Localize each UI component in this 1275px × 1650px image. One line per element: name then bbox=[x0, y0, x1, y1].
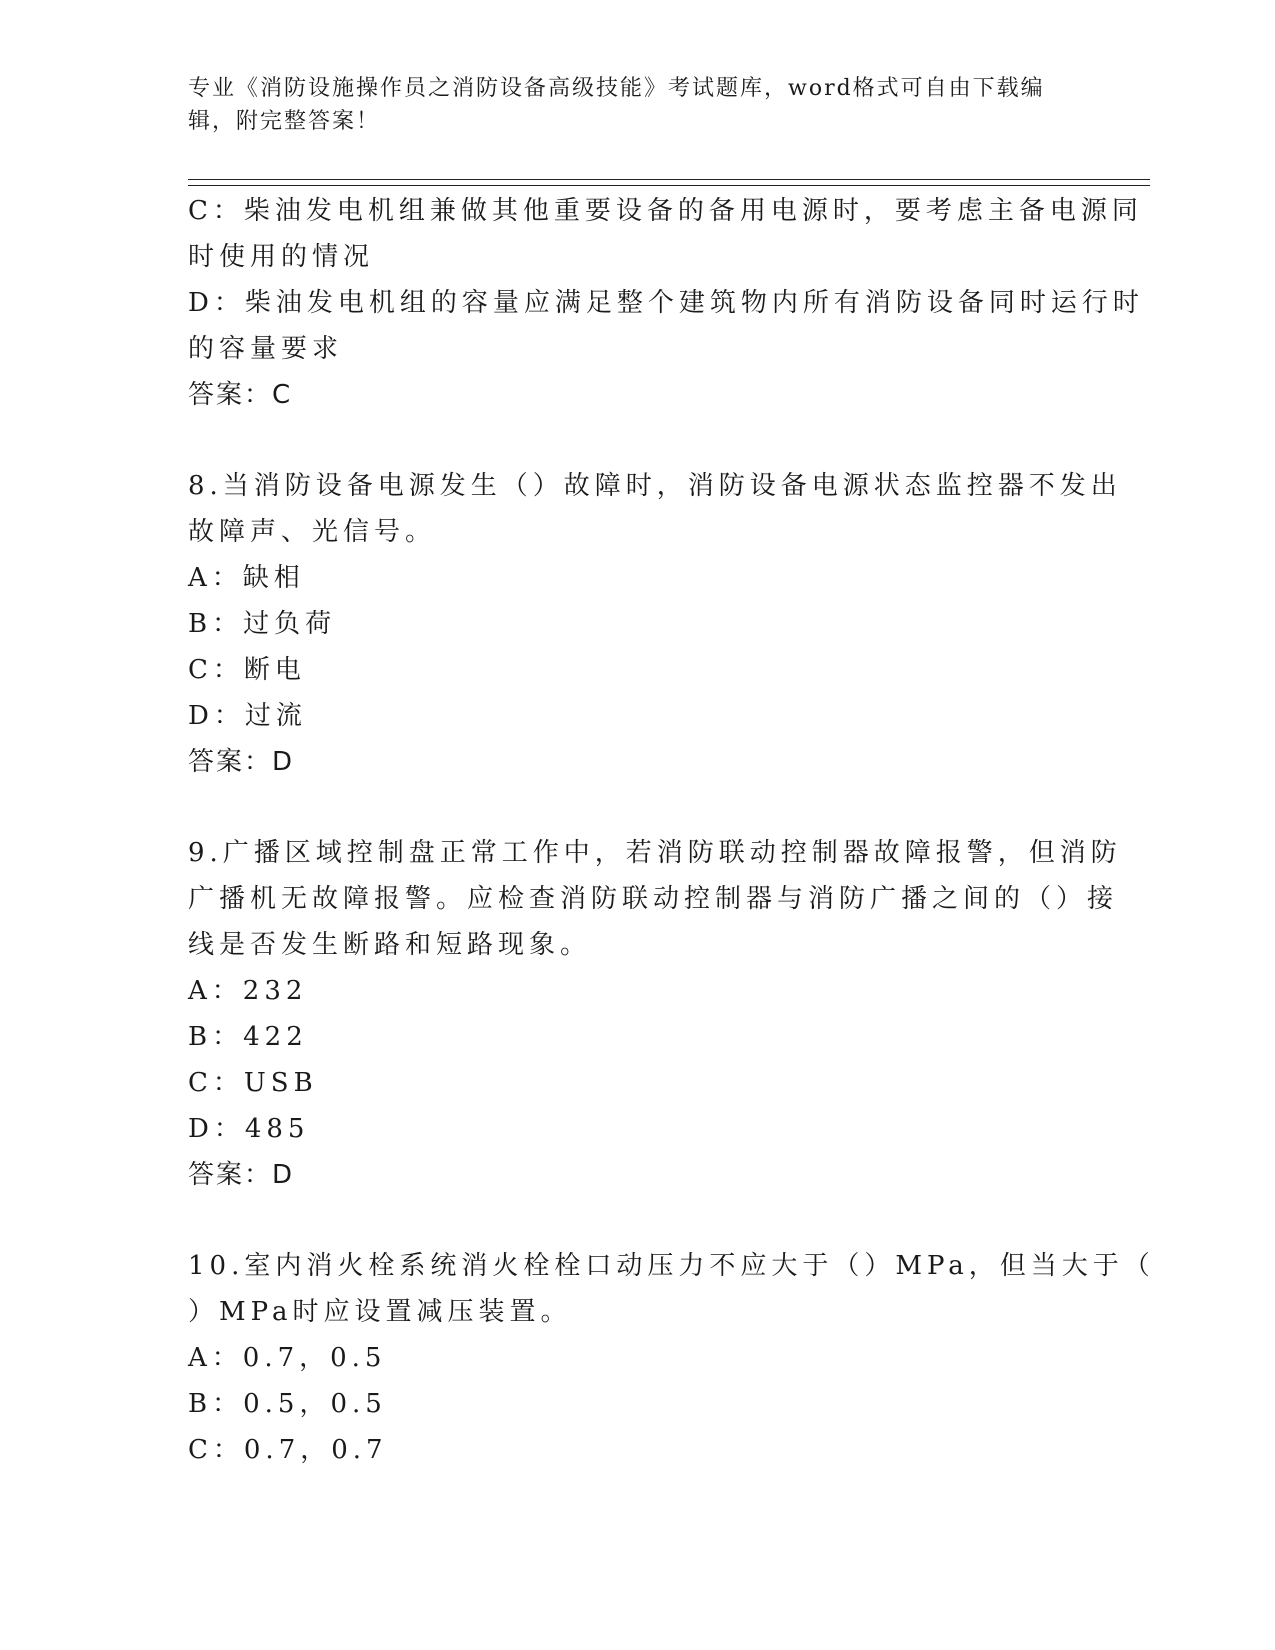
question-stem-line-1: 8.当消防设备电源发生（）故障时，消防设备电源状态监控器不发出 bbox=[188, 471, 1122, 501]
answer-label: 答案：D bbox=[188, 747, 295, 777]
option-b: B：0.5，0.5 bbox=[188, 1389, 387, 1419]
option-b: B：422 bbox=[188, 1022, 308, 1052]
question-spacer bbox=[188, 418, 1068, 463]
option-b: B：过负荷 bbox=[188, 609, 337, 639]
option-c-line-1: C：柴油发电机组兼做其他重要设备的备用电源时，要考虑主备电源同 bbox=[188, 196, 1143, 226]
option-d-line-2: 的容量要求 bbox=[188, 334, 344, 364]
option-a: A：缺相 bbox=[188, 563, 305, 593]
question-spacer bbox=[188, 785, 1068, 830]
question-stem-line-2: 广播机无故障报警。应检查消防联动控制器与消防广播之间的（）接 bbox=[188, 884, 1119, 914]
answer-label: 答案：D bbox=[188, 1160, 295, 1190]
question-8 bbox=[188, 463, 1122, 785]
question-stem-line-1: 10.室内消火栓系统消火栓栓口动压力不应大于（）MPa，但当大于（ bbox=[188, 1251, 1155, 1281]
option-a: A：0.7，0.5 bbox=[188, 1343, 387, 1373]
option-d: D：485 bbox=[188, 1114, 310, 1144]
header-divider-top bbox=[188, 179, 1150, 180]
answer-label: 答案：C bbox=[188, 380, 293, 410]
question-stem-line-2: ）MPa时应设置减压装置。 bbox=[188, 1297, 572, 1327]
question-stem-line-2: 故障声、光信号。 bbox=[188, 517, 437, 547]
option-d-line-1: D：柴油发电机组的容量应满足整个建筑物内所有消防设备同时运行时 bbox=[188, 288, 1144, 318]
question-list bbox=[188, 188, 1155, 1473]
header-divider-bottom bbox=[188, 185, 1150, 186]
header-line-2: 辑，附完整答案！ bbox=[188, 109, 381, 134]
document-header bbox=[188, 72, 1068, 138]
option-c-line-2: 时使用的情况 bbox=[188, 242, 375, 272]
question-stem-line-1: 9.广播区域控制盘正常工作中，若消防联动控制器故障报警，但消防 bbox=[188, 838, 1122, 868]
option-d: D：过流 bbox=[188, 701, 307, 731]
option-c: C：USB bbox=[188, 1068, 318, 1098]
question-spacer bbox=[188, 1198, 1068, 1243]
question-10 bbox=[188, 1243, 1155, 1473]
question-9 bbox=[188, 830, 1122, 1198]
option-a: A：232 bbox=[188, 976, 308, 1006]
option-c: C：0.7，0.7 bbox=[188, 1435, 388, 1465]
question-stem-line-3: 线是否发生断路和短路现象。 bbox=[188, 930, 592, 960]
header-line-1: 专业《消防设施操作员之消防设备高级技能》考试题库，word格式可自由下载编 bbox=[188, 76, 1045, 101]
question-7-tail bbox=[188, 188, 1144, 418]
option-c: C：断电 bbox=[188, 655, 306, 685]
